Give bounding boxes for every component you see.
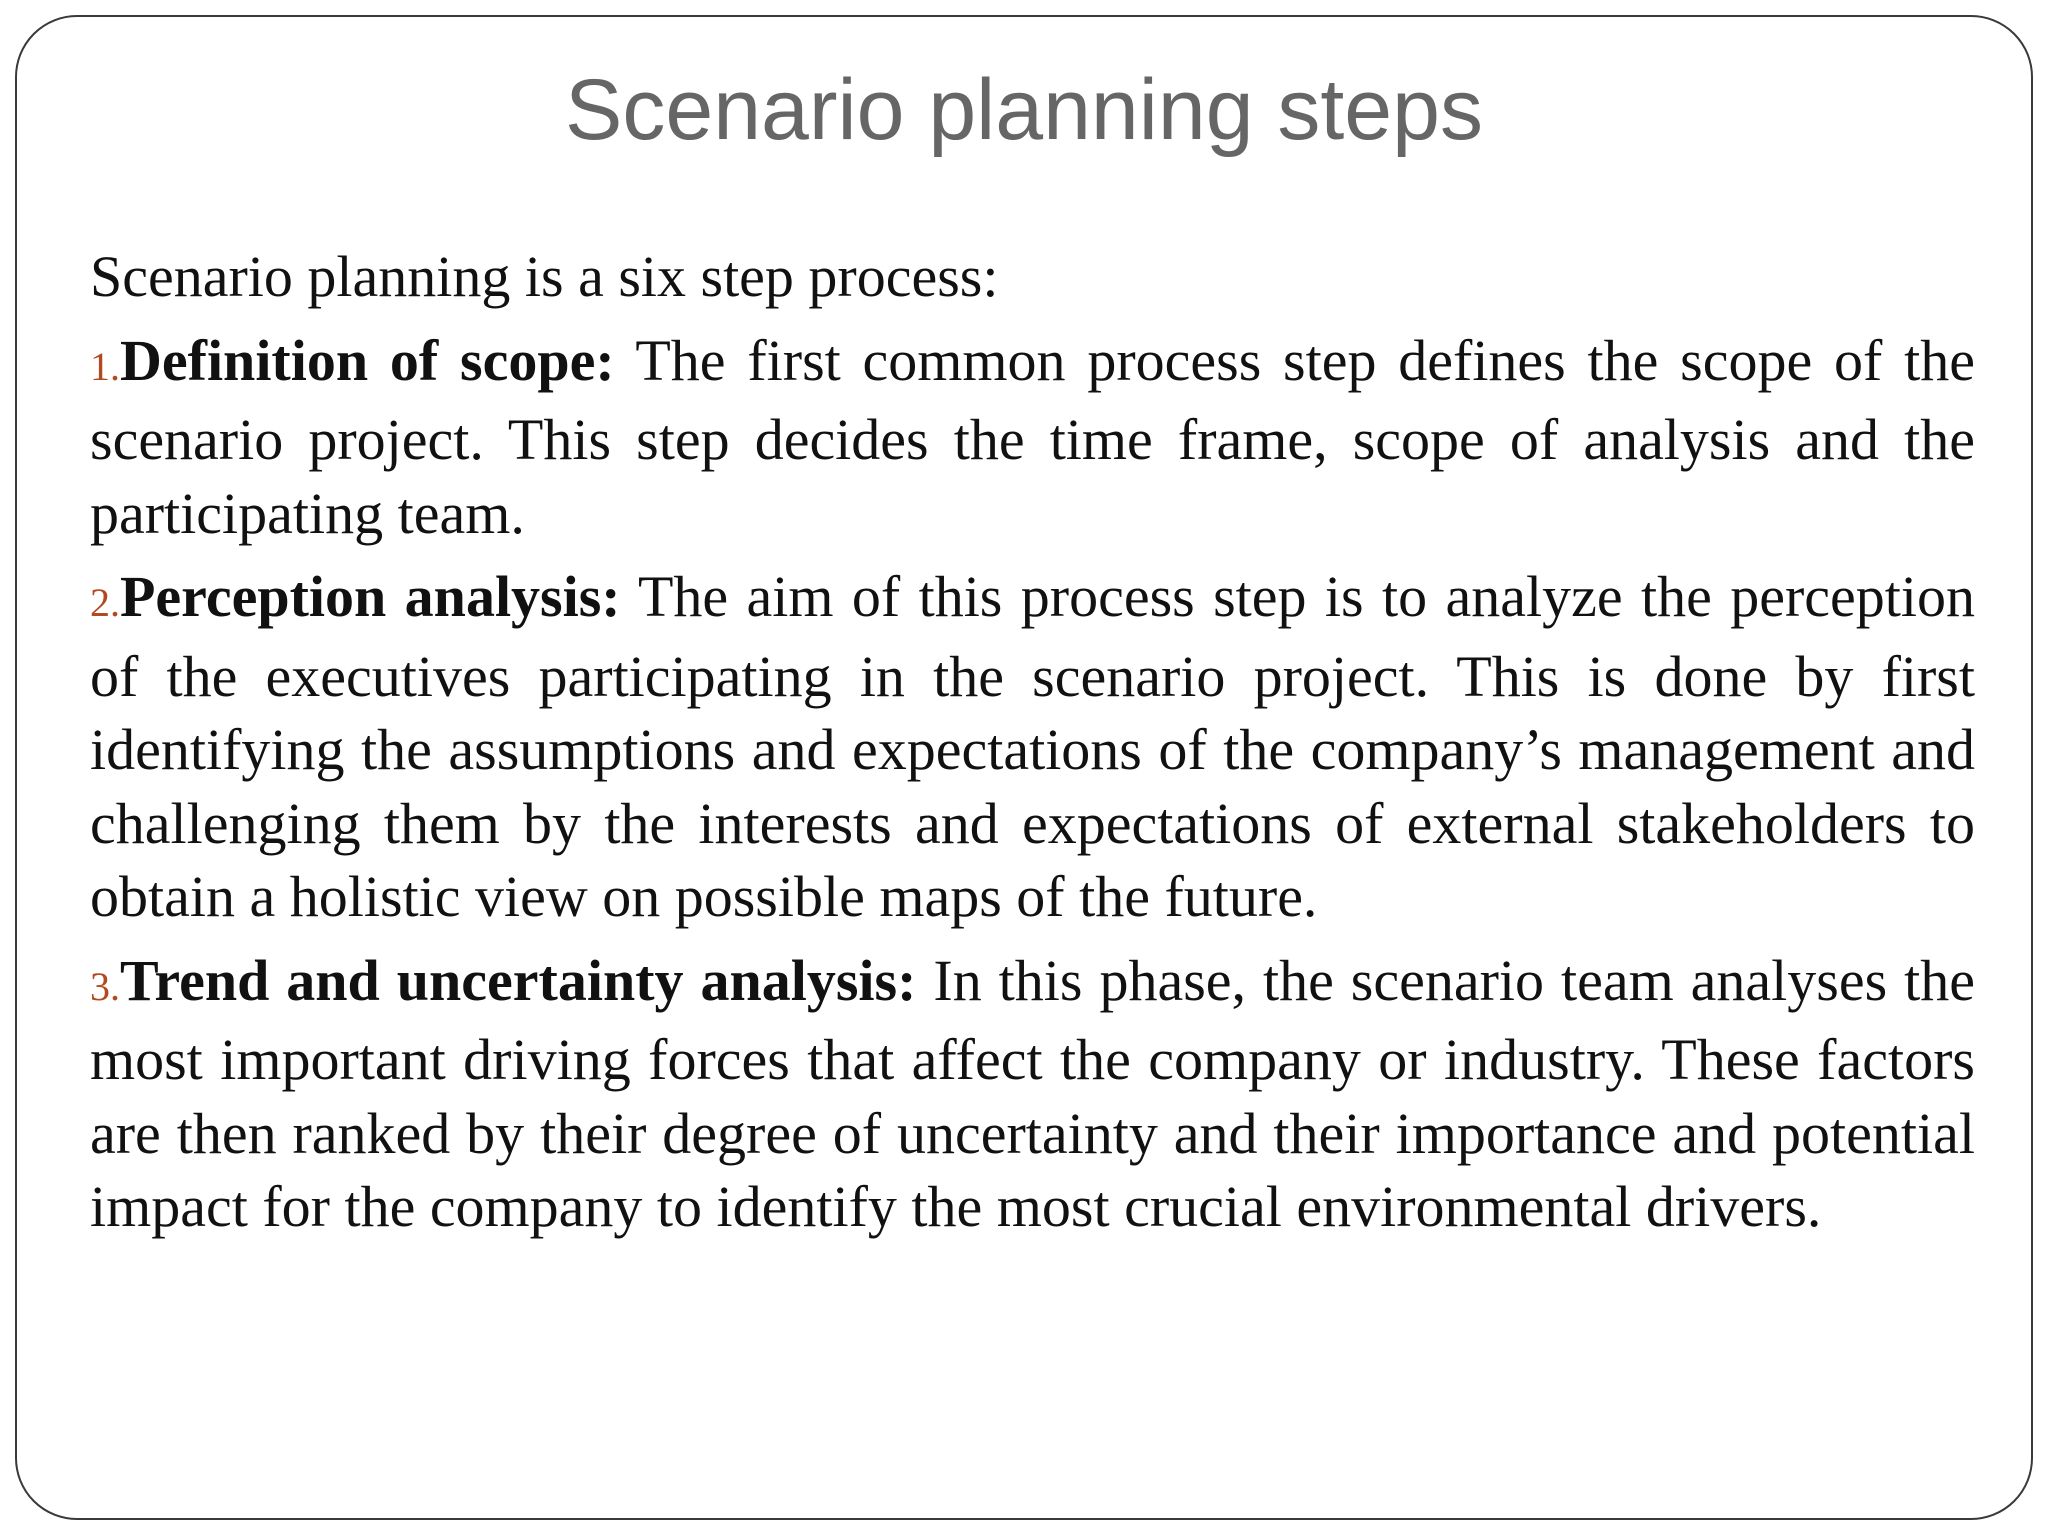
slide-title: Scenario planning steps: [565, 62, 1483, 158]
step-text: The aim of this process step is to analyze the perception of the executives participating in the scenario project. This is done by first identifying the assumptions and expectations of the company’s management and challenging them by the interests and expectations of external stakeholders to obtain a holistic view on possible maps of the future.: [90, 564, 1975, 929]
step-heading: Trend and uncertainty analysis:: [120, 947, 917, 1013]
step-number: 2.: [90, 580, 120, 625]
step-trend-and-uncertainty-analysis: [90, 944, 1975, 1244]
step-text: In this phase, the scenario team analyses the most important driving forces that affect the company or industry. These factors are then ranked by their degree of uncertainty and their importance and potential impact for the company to identify the most crucial environmental drivers.: [90, 947, 1975, 1239]
step-number: 1.: [90, 343, 120, 389]
step-heading: Perception analysis:: [120, 564, 621, 629]
step-number: 3.: [90, 963, 120, 1009]
step-heading: Definition of scope:: [120, 327, 615, 393]
intro-text: Scenario planning is a six step process:: [90, 244, 999, 309]
slide-body: [90, 240, 1975, 1254]
step-text: The first common process step defines the scope of the scenario project. This step decides the time frame, scope of analysis and the participating team.: [90, 327, 1975, 546]
step-perception-analysis: [90, 560, 1975, 934]
step-definition-of-scope: [90, 324, 1975, 551]
